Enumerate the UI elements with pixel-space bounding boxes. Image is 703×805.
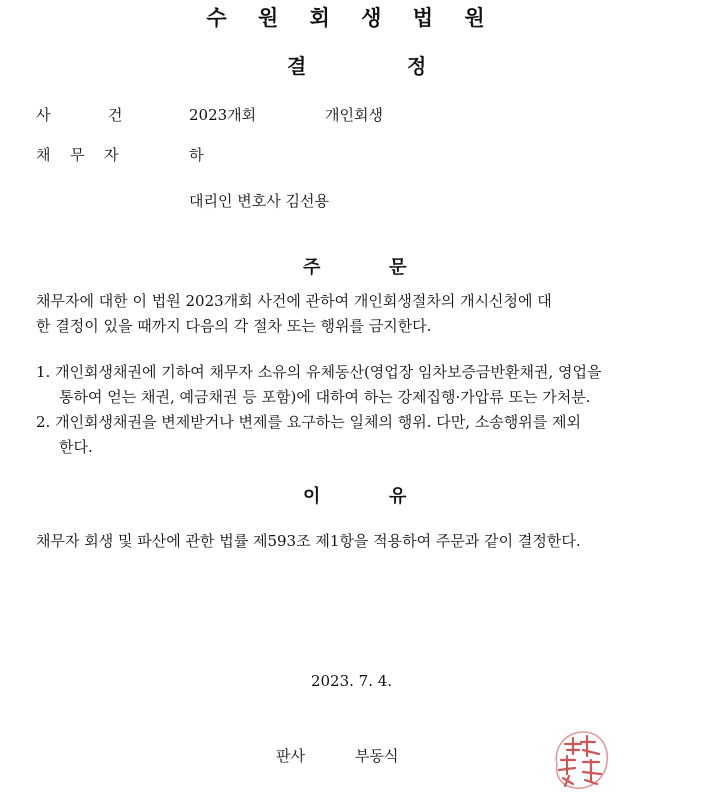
- order-item-2-continuation: 한다.: [59, 438, 93, 456]
- debtor-label-char-2: 무: [70, 146, 85, 164]
- order-item-1: 1. 개인회생채권에 기하여 채무자 소유의 유체동산(영업장 임차보증금반환채권, 영업을: [36, 363, 602, 381]
- order-paragraph-line-2: 한 결정이 있을 때까지 다음의 각 절차 또는 행위를 금지한다.: [36, 317, 432, 335]
- court-name: 수 원 회 생 법 원: [206, 6, 497, 30]
- reason-heading: [303, 482, 475, 508]
- debtor-representative: 대리인 변호사 김선용: [189, 192, 329, 210]
- judge-name: 부동식: [355, 747, 399, 765]
- document-type-left: 결: [287, 54, 307, 78]
- debtor-name: 하: [189, 146, 204, 164]
- order-items-list: [36, 360, 681, 460]
- case-label-char-1: 사: [36, 106, 51, 124]
- order-item-1-continuation: 통하여 얻는 채권, 예금채권 등 포함)에 대하여 하는 강제집행·가압류 또는 가처분.: [59, 388, 591, 406]
- debtor-label: [36, 144, 138, 165]
- debtor-label-char-1: 채: [36, 146, 51, 164]
- order-paragraph-line-1: 채무자에 대한 이 법원 2023개회 사건에 관하여 개인회생절차의 개시신청에 대: [36, 292, 552, 310]
- decision-date: 2023. 7. 4.: [310, 672, 393, 690]
- order-paragraph: [36, 289, 681, 339]
- judge-title: 판사: [276, 747, 305, 765]
- order-heading: [303, 253, 475, 279]
- document-type-right: 정: [407, 54, 427, 78]
- case-label: [36, 104, 180, 125]
- order-item-2: 2. 개인회생채권을 변제받거나 변제를 요구하는 일체의 행위. 다만, 소송행위를 제외: [36, 413, 581, 431]
- reason-heading-right: 유: [389, 486, 407, 507]
- reason-heading-left: 이: [303, 486, 321, 507]
- case-number: 2023개회: [189, 106, 257, 124]
- debtor-label-char-3: 자: [104, 146, 119, 164]
- order-heading-left: 주: [303, 257, 321, 278]
- document-type-title: [287, 50, 527, 79]
- court-seal-icon: [545, 724, 615, 794]
- order-heading-right: 문: [389, 257, 407, 278]
- reason-text: 채무자 회생 및 파산에 관한 법률 제593조 제1항을 적용하여 주문과 같이 결정한다.: [36, 532, 581, 550]
- case-label-char-2: 건: [108, 106, 123, 124]
- case-name: 개인회생: [325, 106, 383, 124]
